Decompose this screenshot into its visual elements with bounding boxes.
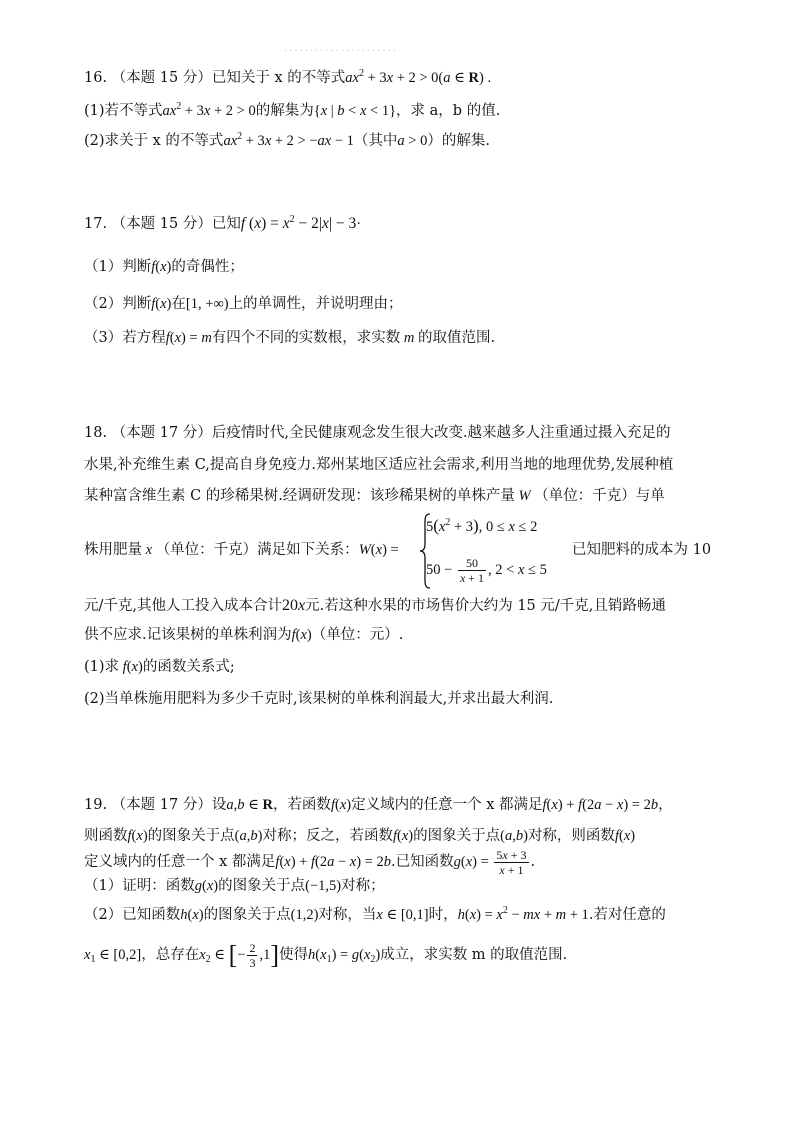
q19-line2 [84,826,635,846]
q18-line5 [84,596,666,616]
q19-symmetry-eq-2: f(x) + f(2a − x) = 2b [275,854,391,870]
q19-number: 19. [84,797,108,813]
q19-symmetry-eq: f(x) + f(2a − x) = 2b [542,797,659,813]
q19-x1-range: $x_1$ ∈ [0,2] [84,947,142,965]
q17-number: 17. [84,216,108,232]
q19-text-1b: ，若函数 [272,797,331,813]
q16-part1-inequality: $ax^2 + 3x + 2 > 0$ [162,101,256,119]
q19-text-p2c: 对称，当 [318,907,377,923]
q19-gx: g(x) = $\frac{5x + 3}{x + 1}$ [453,848,527,878]
q16-stem-text: 已知关于 x 的不等式 [211,70,346,86]
q17-part2-post: 上的单调性，并说明理由； [228,296,403,312]
q17-function: f $(x) = x^2 - 2|x| - 3$ [240,214,357,232]
q16-part2 [84,131,490,151]
q17-m: m [400,330,419,346]
q19-point-ab-1: (a,b) [234,828,263,844]
q19-part2-line2 [84,938,567,972]
q16-part2-post: ）的解集. [427,133,490,149]
q19-text-1c: 定义域内的任意一个 x 都满足 [351,797,543,813]
q17-part2 [84,294,403,314]
q19-text-p3a: ，总存在 [141,947,200,963]
q17-equation: f(x) = m [165,330,212,346]
q18-text-6a: 供不应求.记该果树的单株利润为 [84,627,292,643]
q16-part2-mid: （其中 [353,133,398,149]
q19-text-p2e: .若对任意的 [588,907,666,923]
q18-text-4b: （单位：千克）满足如下关系： [155,542,359,558]
q19-part1-post: 对称； [341,878,385,894]
q19-text-1a: 设 [211,797,227,813]
q16-stem: 16. （本题 15 分）已知关于 x 的不等式$ax^2 + 3x + 2 > 0(a$ ∈ R) . [84,68,492,86]
q17-part1 [84,257,244,277]
q18-line2: 水果,补充维生素 C,提高自身免疫力.郑州某地区适应社会需求,利用当地的地理优势,发展种植 [84,457,674,473]
q16-part1-mid: 的解集为 [255,103,314,119]
q19-part2 [84,905,666,925]
q18-line4-tail: 已知肥料的成本为 10 [572,542,712,558]
q18-text-3b: （单位：千克）与单 [534,488,665,504]
q19-text-2b: 的图象关于点 [147,828,235,844]
q18-part1-fx: f(x) [119,659,143,675]
q19-points: （本题 17 分） [111,797,212,813]
q19-point-m15: (−1,5) [305,878,342,894]
q18-number: 18. [84,425,108,441]
q18-part1-pre: (1)求 [84,659,120,675]
q16-condition: a > 0 [397,133,428,149]
q19-ab: a,b ∈ R [226,797,273,813]
q19-part1-pre: （1）证明：函数 [84,878,195,894]
q17-stem-text: 已知 [211,216,241,232]
q18-part2: (2)当单株施用肥料为多少千克时,该果树的单株利润最大,并求出最大利润. [84,691,554,707]
q18-part1 [84,657,235,677]
q16-part1-post: ，求 a，b 的值. [396,103,501,119]
q16-part2-pre: (2)求关于 x 的不等式 [84,133,224,149]
q19-x2-range: $x_2$ ∈ [− $\frac{2}{3}$ ,1] [199,940,280,971]
q19-text-p3c: 成立，求实数 m 的取值范围. [380,947,568,963]
q17-part1-post: 的奇偶性； [171,259,244,275]
q18-cost: 20x [282,597,306,614]
q18-fx: f(x) [291,627,312,643]
q16-number: 16. [84,70,108,86]
q19-text-2e: 对称，则函数 [527,828,615,844]
q17-part3-post: 有四个不同的实数根，求实数 [211,330,401,346]
q17-part2-mid: 在 [171,296,186,312]
q19-part1 [84,876,385,896]
q18-part1-post: 的函数关系式; [142,659,235,675]
q16-points: （本题 15 分） [111,70,212,86]
q19-fx-4: f(x) [614,828,636,844]
q18-text-3a: 某种富含维生素 C 的珍稀果树.经调研发现：该珍稀果树的单株产量 [84,488,515,504]
q19-text-3b: .已知函数 [391,854,454,870]
q17-part1-fx: f(x) [151,259,172,275]
piecewise-case-2: 50 − $\frac{50}{x + 1}$ , 2 < x ≤ 5 [426,556,547,585]
q19-hx-def: $h(x) = x^2$ − mx + m + 1 [457,905,589,923]
q18-line3 [84,486,665,506]
q19-x-interval: x ∈ [0,1] [376,907,429,923]
q19-text-p3b: 使得 [279,947,309,963]
q19-point-12: (1,2) [290,907,319,923]
q19-h-eq-g: $h(x_1) = g(x_2)$ [308,947,381,965]
q17-part1-pre: （1）判断 [84,259,152,275]
q19-text-p2a: （2）已知函数 [84,907,181,923]
q17-interval: [1, +∞) [185,296,229,312]
q17-part3 [84,328,495,348]
q17-part2-fx: f(x) [151,296,172,312]
q18-W: W [514,488,535,504]
q16-part2-inequality: $ax^2 + 3x + 2 > -ax - 1$ [223,131,354,149]
q17-part3-pre: （3）若方程 [84,330,166,346]
q17-part2-pre: （2）判断 [84,296,152,312]
q19-text-2c: 对称；反之，若函数 [262,828,393,844]
q18-text-6b: （单位：元）. [311,627,404,643]
q18-text-4a: 株用肥量 [84,542,142,558]
q17-part3-end: 的取值范围. [418,330,496,346]
q19-text-1d: ， [658,797,673,813]
q16-part1 [84,101,500,121]
q19-fx-1: f(x) [330,797,352,813]
q18-line4 [84,540,399,560]
q19-text-3a: 定义域内的任意一个 x 都满足 [84,854,276,870]
q18-line1 [84,423,671,443]
q19-part1-mid: 的图象关于点 [218,878,306,894]
q19-text-3c: . [530,854,536,870]
faint-header-text: ······················ [284,46,398,57]
q19-line3 [84,848,535,876]
q19-text-2d: 的图象关于点 [413,828,501,844]
q18-Wx: W(x) = [358,542,399,558]
q19-hx: h(x) [180,907,204,923]
q19-text-p2d: 时， [428,907,458,923]
q16-part1-pre: (1)若不等式 [84,103,163,119]
q18-line6 [84,625,403,645]
q19-text-2a: 则函数 [84,828,128,844]
q18-x: x [142,542,156,558]
q18-text-5a: 元/千克,其他人工投入成本合计 [84,598,282,614]
q19-line1 [84,795,673,815]
q17-points: （本题 15 分） [111,216,212,232]
q19-part1-gx: g(x) [194,878,219,894]
q19-fx-2: f(x) [127,828,148,844]
q17-stem: 17. （本题 15 分）已知f $(x) = x^2 - 2|x| - 3\cdot$ [84,214,362,232]
q16-inequality: $ax^2 + 3x + 2 > 0(a$ ∈ R) [345,68,484,86]
q18-points: （本题 17 分） [111,425,212,441]
q18-text-5b: 元.若这种水果的市场售价大约为 15 元/千克,且销路畅通 [305,598,666,614]
q19-text-p2b: 的图象关于点 [203,907,291,923]
piecewise-case-1: $5(x^2 + 3)$, 0 ≤ x ≤ 2 [426,516,538,535]
q16-solution-set: {x | b < x < 1} [313,103,397,119]
q18-text-1: 后疫情时代,全民健康观念发生很大改变.越来越多人注重通过摄入充足的 [211,425,671,441]
q19-point-ab-2: (a,b) [500,828,528,844]
q19-fx-3: f(x) [392,828,414,844]
